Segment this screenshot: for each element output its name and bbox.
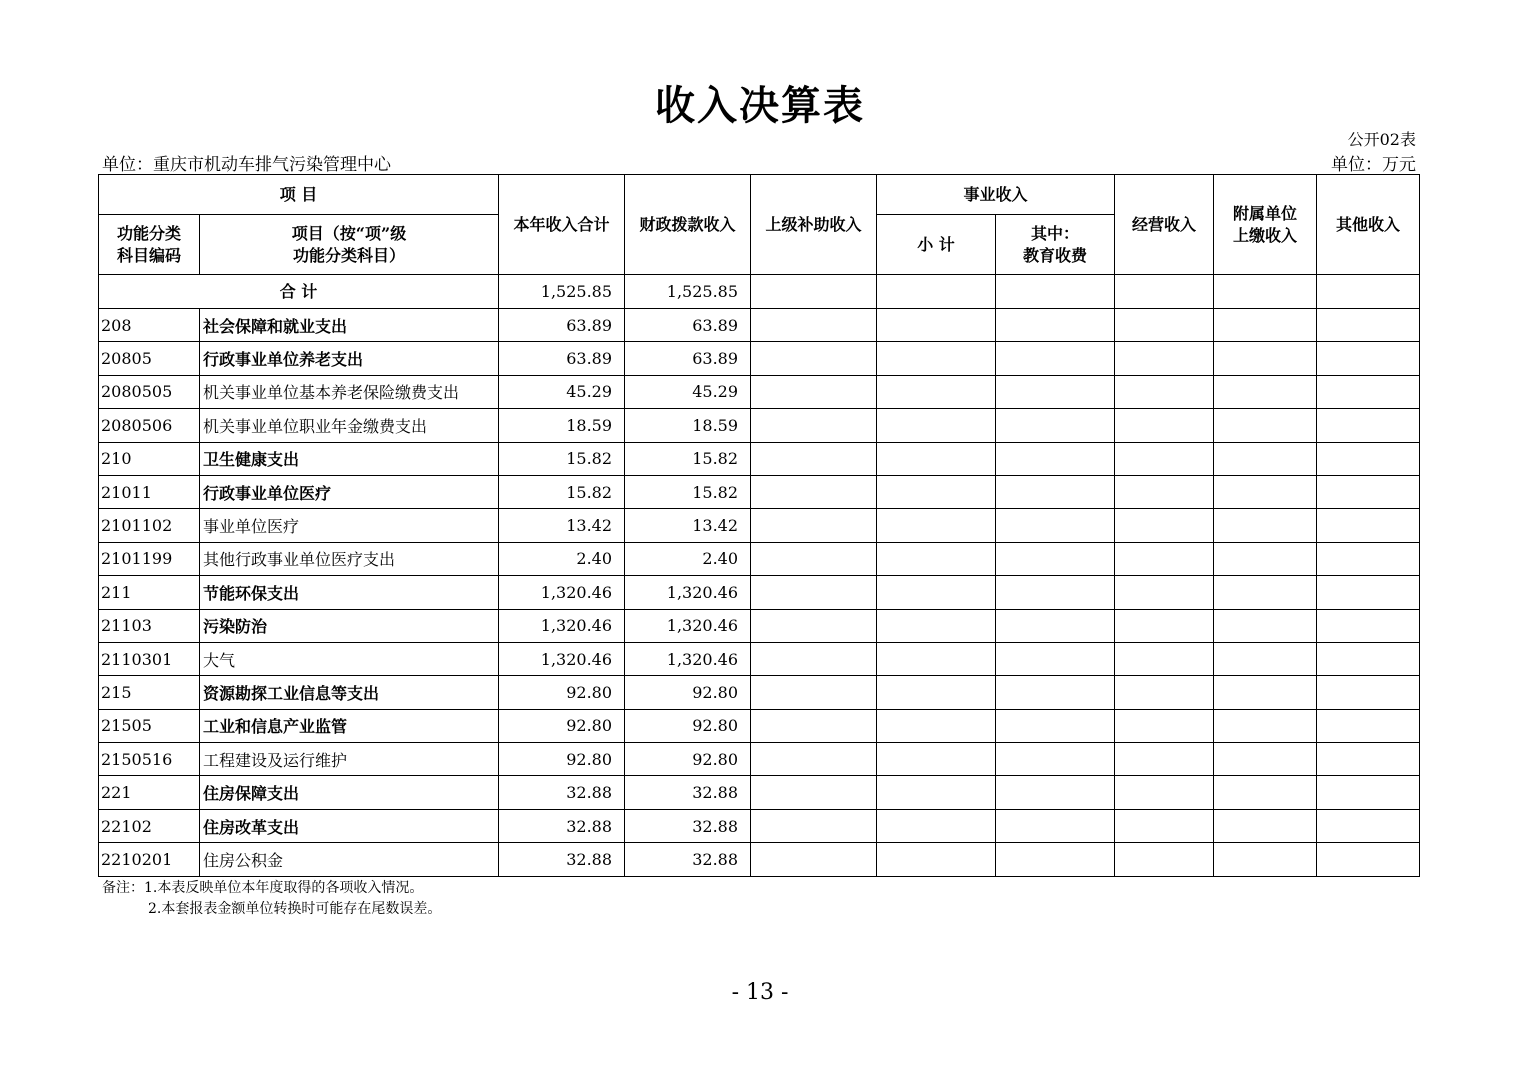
row-name: 住房公积金 (200, 843, 499, 876)
header-name: 项目（按“项”级 功能分类科目） (200, 215, 499, 275)
header-superior: 上级补助收入 (751, 175, 877, 275)
empty-cell (1317, 709, 1420, 742)
empty-cell (1214, 709, 1317, 742)
row-name: 节能环保支出 (200, 576, 499, 609)
empty-cell (1115, 642, 1214, 675)
empty-cell (1214, 409, 1317, 442)
empty-cell (1214, 542, 1317, 575)
header-total: 本年收入合计 (499, 175, 625, 275)
empty-cell (996, 743, 1115, 776)
empty-cell (996, 676, 1115, 709)
empty-cell (1214, 776, 1317, 809)
row-code: 2101102 (99, 509, 200, 542)
empty-cell (877, 642, 996, 675)
note-1: 备注：1.本表反映单位本年度取得的各项收入情况。 (102, 880, 424, 896)
empty-cell (877, 576, 996, 609)
empty-cell (996, 709, 1115, 742)
row-code: 2080506 (99, 409, 200, 442)
header-fiscal: 财政拨款收入 (625, 175, 751, 275)
empty-cell (751, 709, 877, 742)
page-number: - 13 - (731, 980, 789, 1005)
table-row (99, 609, 1420, 642)
empty-cell (1317, 743, 1420, 776)
empty-cell (1115, 843, 1214, 876)
row-total: 18.59 (499, 409, 625, 442)
empty-cell (877, 809, 996, 842)
empty-cell (1115, 375, 1214, 408)
table-row (99, 342, 1420, 375)
row-total: 92.80 (499, 743, 625, 776)
empty-cell (751, 409, 877, 442)
empty-cell (1115, 309, 1214, 342)
form-code: 公开02表 (1347, 130, 1416, 149)
header-education: 其中： 教育收费 (996, 215, 1115, 275)
row-total: 1,320.46 (499, 609, 625, 642)
empty-cell (1115, 442, 1214, 475)
empty-cell (751, 743, 877, 776)
row-total: 32.88 (499, 809, 625, 842)
table-row (99, 709, 1420, 742)
empty-cell (1115, 542, 1214, 575)
income-table (98, 174, 1420, 877)
empty-cell (1317, 542, 1420, 575)
row-fiscal: 1,320.46 (625, 576, 751, 609)
row-name: 机关事业单位职业年金缴费支出 (200, 409, 499, 442)
empty-cell (1115, 342, 1214, 375)
header-business: 事业收入 (877, 175, 1115, 215)
row-fiscal: 18.59 (625, 409, 751, 442)
empty-cell (1214, 609, 1317, 642)
row-code: 21103 (99, 609, 200, 642)
empty-cell (996, 375, 1115, 408)
empty-cell (1115, 743, 1214, 776)
row-name: 事业单位医疗 (200, 509, 499, 542)
row-code: 21505 (99, 709, 200, 742)
row-fiscal: 92.80 (625, 676, 751, 709)
row-total: 32.88 (499, 843, 625, 876)
empty-cell (751, 809, 877, 842)
row-fiscal: 1,320.46 (625, 609, 751, 642)
row-name: 工业和信息产业监管 (200, 709, 499, 742)
empty-cell (1115, 409, 1214, 442)
empty-cell (1317, 475, 1420, 508)
empty-cell (996, 843, 1115, 876)
row-total: 15.82 (499, 475, 625, 508)
empty-cell (877, 309, 996, 342)
header-code: 功能分类 科目编码 (99, 215, 200, 275)
row-name: 住房保障支出 (200, 776, 499, 809)
header-item: 项 目 (99, 175, 499, 215)
empty-cell (751, 342, 877, 375)
row-total: 45.29 (499, 375, 625, 408)
empty-cell (1317, 843, 1420, 876)
row-code: 22102 (99, 809, 200, 842)
empty-cell (877, 475, 996, 508)
row-total: 2.40 (499, 542, 625, 575)
table-row (99, 509, 1420, 542)
empty-cell (1317, 375, 1420, 408)
total-fiscal: 1,525.85 (625, 275, 751, 309)
row-code: 2210201 (99, 843, 200, 876)
empty-cell (1214, 509, 1317, 542)
empty-cell (751, 442, 877, 475)
row-total: 92.80 (499, 676, 625, 709)
row-code: 21011 (99, 475, 200, 508)
table-row (99, 409, 1420, 442)
header-row-1 (99, 175, 1420, 215)
empty-cell (1214, 475, 1317, 508)
page-title: 收入决算表 (655, 82, 865, 129)
empty-cell (996, 776, 1115, 809)
empty-cell (1115, 809, 1214, 842)
row-code: 2101199 (99, 542, 200, 575)
empty-cell (1317, 509, 1420, 542)
empty-cell (1115, 709, 1214, 742)
empty-cell (996, 309, 1115, 342)
empty-cell (751, 509, 877, 542)
row-name: 机关事业单位基本养老保险缴费支出 (200, 375, 499, 408)
empty-cell (751, 676, 877, 709)
row-fiscal: 32.88 (625, 776, 751, 809)
table-row (99, 375, 1420, 408)
empty-cell (877, 776, 996, 809)
row-name: 行政事业单位医疗 (200, 475, 499, 508)
empty-cell (751, 609, 877, 642)
empty-cell (751, 375, 877, 408)
reporting-unit: 单位：重庆市机动车排气污染管理中心 (102, 155, 391, 175)
empty-cell (1115, 609, 1214, 642)
empty-cell (877, 609, 996, 642)
empty-cell (877, 409, 996, 442)
empty-cell (1214, 442, 1317, 475)
empty-cell (1317, 809, 1420, 842)
empty-cell (877, 743, 996, 776)
table-row (99, 475, 1420, 508)
row-fiscal: 32.88 (625, 809, 751, 842)
row-code: 2080505 (99, 375, 200, 408)
table-row (99, 642, 1420, 675)
empty-cell (1115, 776, 1214, 809)
header-affiliated: 附属单位 上缴收入 (1214, 175, 1317, 275)
empty-cell (1317, 676, 1420, 709)
empty-cell (877, 676, 996, 709)
row-name: 污染防治 (200, 609, 499, 642)
header-subtotal: 小 计 (877, 215, 996, 275)
table-row (99, 843, 1420, 876)
empty-cell (1214, 342, 1317, 375)
empty-cell (1317, 609, 1420, 642)
empty-cell (1115, 676, 1214, 709)
row-name: 其他行政事业单位医疗支出 (200, 542, 499, 575)
row-fiscal: 15.82 (625, 475, 751, 508)
row-fiscal: 2.40 (625, 542, 751, 575)
empty-cell (877, 375, 996, 408)
row-name: 大气 (200, 642, 499, 675)
table-row (99, 776, 1420, 809)
empty-cell (1317, 776, 1420, 809)
total-amount: 1,525.85 (499, 275, 625, 309)
row-name: 住房改革支出 (200, 809, 499, 842)
empty-cell (1115, 576, 1214, 609)
row-total: 1,320.46 (499, 642, 625, 675)
empty-cell (1317, 576, 1420, 609)
row-code: 2150516 (99, 743, 200, 776)
notes (102, 878, 441, 920)
row-code: 208 (99, 309, 200, 342)
empty-cell (1317, 309, 1420, 342)
row-fiscal: 1,320.46 (625, 642, 751, 675)
row-total: 13.42 (499, 509, 625, 542)
row-fiscal: 92.80 (625, 743, 751, 776)
empty-cell (996, 809, 1115, 842)
empty-cell (751, 642, 877, 675)
row-code: 20805 (99, 342, 200, 375)
row-fiscal: 15.82 (625, 442, 751, 475)
empty-cell (751, 843, 877, 876)
row-name: 卫生健康支出 (200, 442, 499, 475)
empty-cell (1214, 309, 1317, 342)
empty-cell (751, 776, 877, 809)
table-row (99, 743, 1420, 776)
empty-cell (1317, 342, 1420, 375)
row-fiscal: 63.89 (625, 342, 751, 375)
row-total: 1,320.46 (499, 576, 625, 609)
header-other: 其他收入 (1317, 175, 1420, 275)
row-fiscal: 45.29 (625, 375, 751, 408)
row-total: 63.89 (499, 309, 625, 342)
empty-cell (751, 309, 877, 342)
empty-cell (877, 342, 996, 375)
empty-cell (1214, 743, 1317, 776)
empty-cell (1214, 375, 1317, 408)
row-total: 92.80 (499, 709, 625, 742)
row-total: 32.88 (499, 776, 625, 809)
row-code: 211 (99, 576, 200, 609)
empty-cell (1214, 809, 1317, 842)
empty-cell (751, 475, 877, 508)
table-row (99, 309, 1420, 342)
currency-unit: 单位：万元 (1331, 155, 1416, 175)
empty-cell (1214, 642, 1317, 675)
empty-cell (996, 342, 1115, 375)
row-code: 210 (99, 442, 200, 475)
table-row (99, 576, 1420, 609)
note-2: 2.本套报表金额单位转换时可能存在尾数误差。 (148, 901, 442, 917)
empty-cell (996, 509, 1115, 542)
row-fiscal: 32.88 (625, 843, 751, 876)
empty-cell (1115, 509, 1214, 542)
total-row (99, 275, 1420, 309)
empty-cell (996, 609, 1115, 642)
empty-cell (1214, 576, 1317, 609)
empty-cell (877, 442, 996, 475)
table-row (99, 542, 1420, 575)
row-code: 221 (99, 776, 200, 809)
row-code: 2110301 (99, 642, 200, 675)
empty-cell (751, 542, 877, 575)
row-name: 工程建设及运行维护 (200, 743, 499, 776)
empty-cell (877, 542, 996, 575)
empty-cell (1317, 442, 1420, 475)
row-fiscal: 92.80 (625, 709, 751, 742)
row-code: 215 (99, 676, 200, 709)
empty-cell (877, 509, 996, 542)
empty-cell (751, 576, 877, 609)
empty-cell (1317, 642, 1420, 675)
empty-cell (877, 843, 996, 876)
row-name: 社会保障和就业支出 (200, 309, 499, 342)
header-operating: 经营收入 (1115, 175, 1214, 275)
empty-cell (1214, 843, 1317, 876)
row-name: 资源勘探工业信息等支出 (200, 676, 499, 709)
empty-cell (996, 409, 1115, 442)
row-total: 15.82 (499, 442, 625, 475)
table-row (99, 809, 1420, 842)
table-row (99, 442, 1420, 475)
empty-cell (996, 442, 1115, 475)
empty-cell (1115, 475, 1214, 508)
empty-cell (996, 542, 1115, 575)
empty-cell (1317, 409, 1420, 442)
row-fiscal: 13.42 (625, 509, 751, 542)
total-label: 合 计 (99, 275, 499, 309)
empty-cell (1214, 676, 1317, 709)
row-total: 63.89 (499, 342, 625, 375)
empty-cell (996, 642, 1115, 675)
empty-cell (996, 576, 1115, 609)
row-name: 行政事业单位养老支出 (200, 342, 499, 375)
row-fiscal: 63.89 (625, 309, 751, 342)
table-row (99, 676, 1420, 709)
empty-cell (996, 475, 1115, 508)
empty-cell (877, 709, 996, 742)
